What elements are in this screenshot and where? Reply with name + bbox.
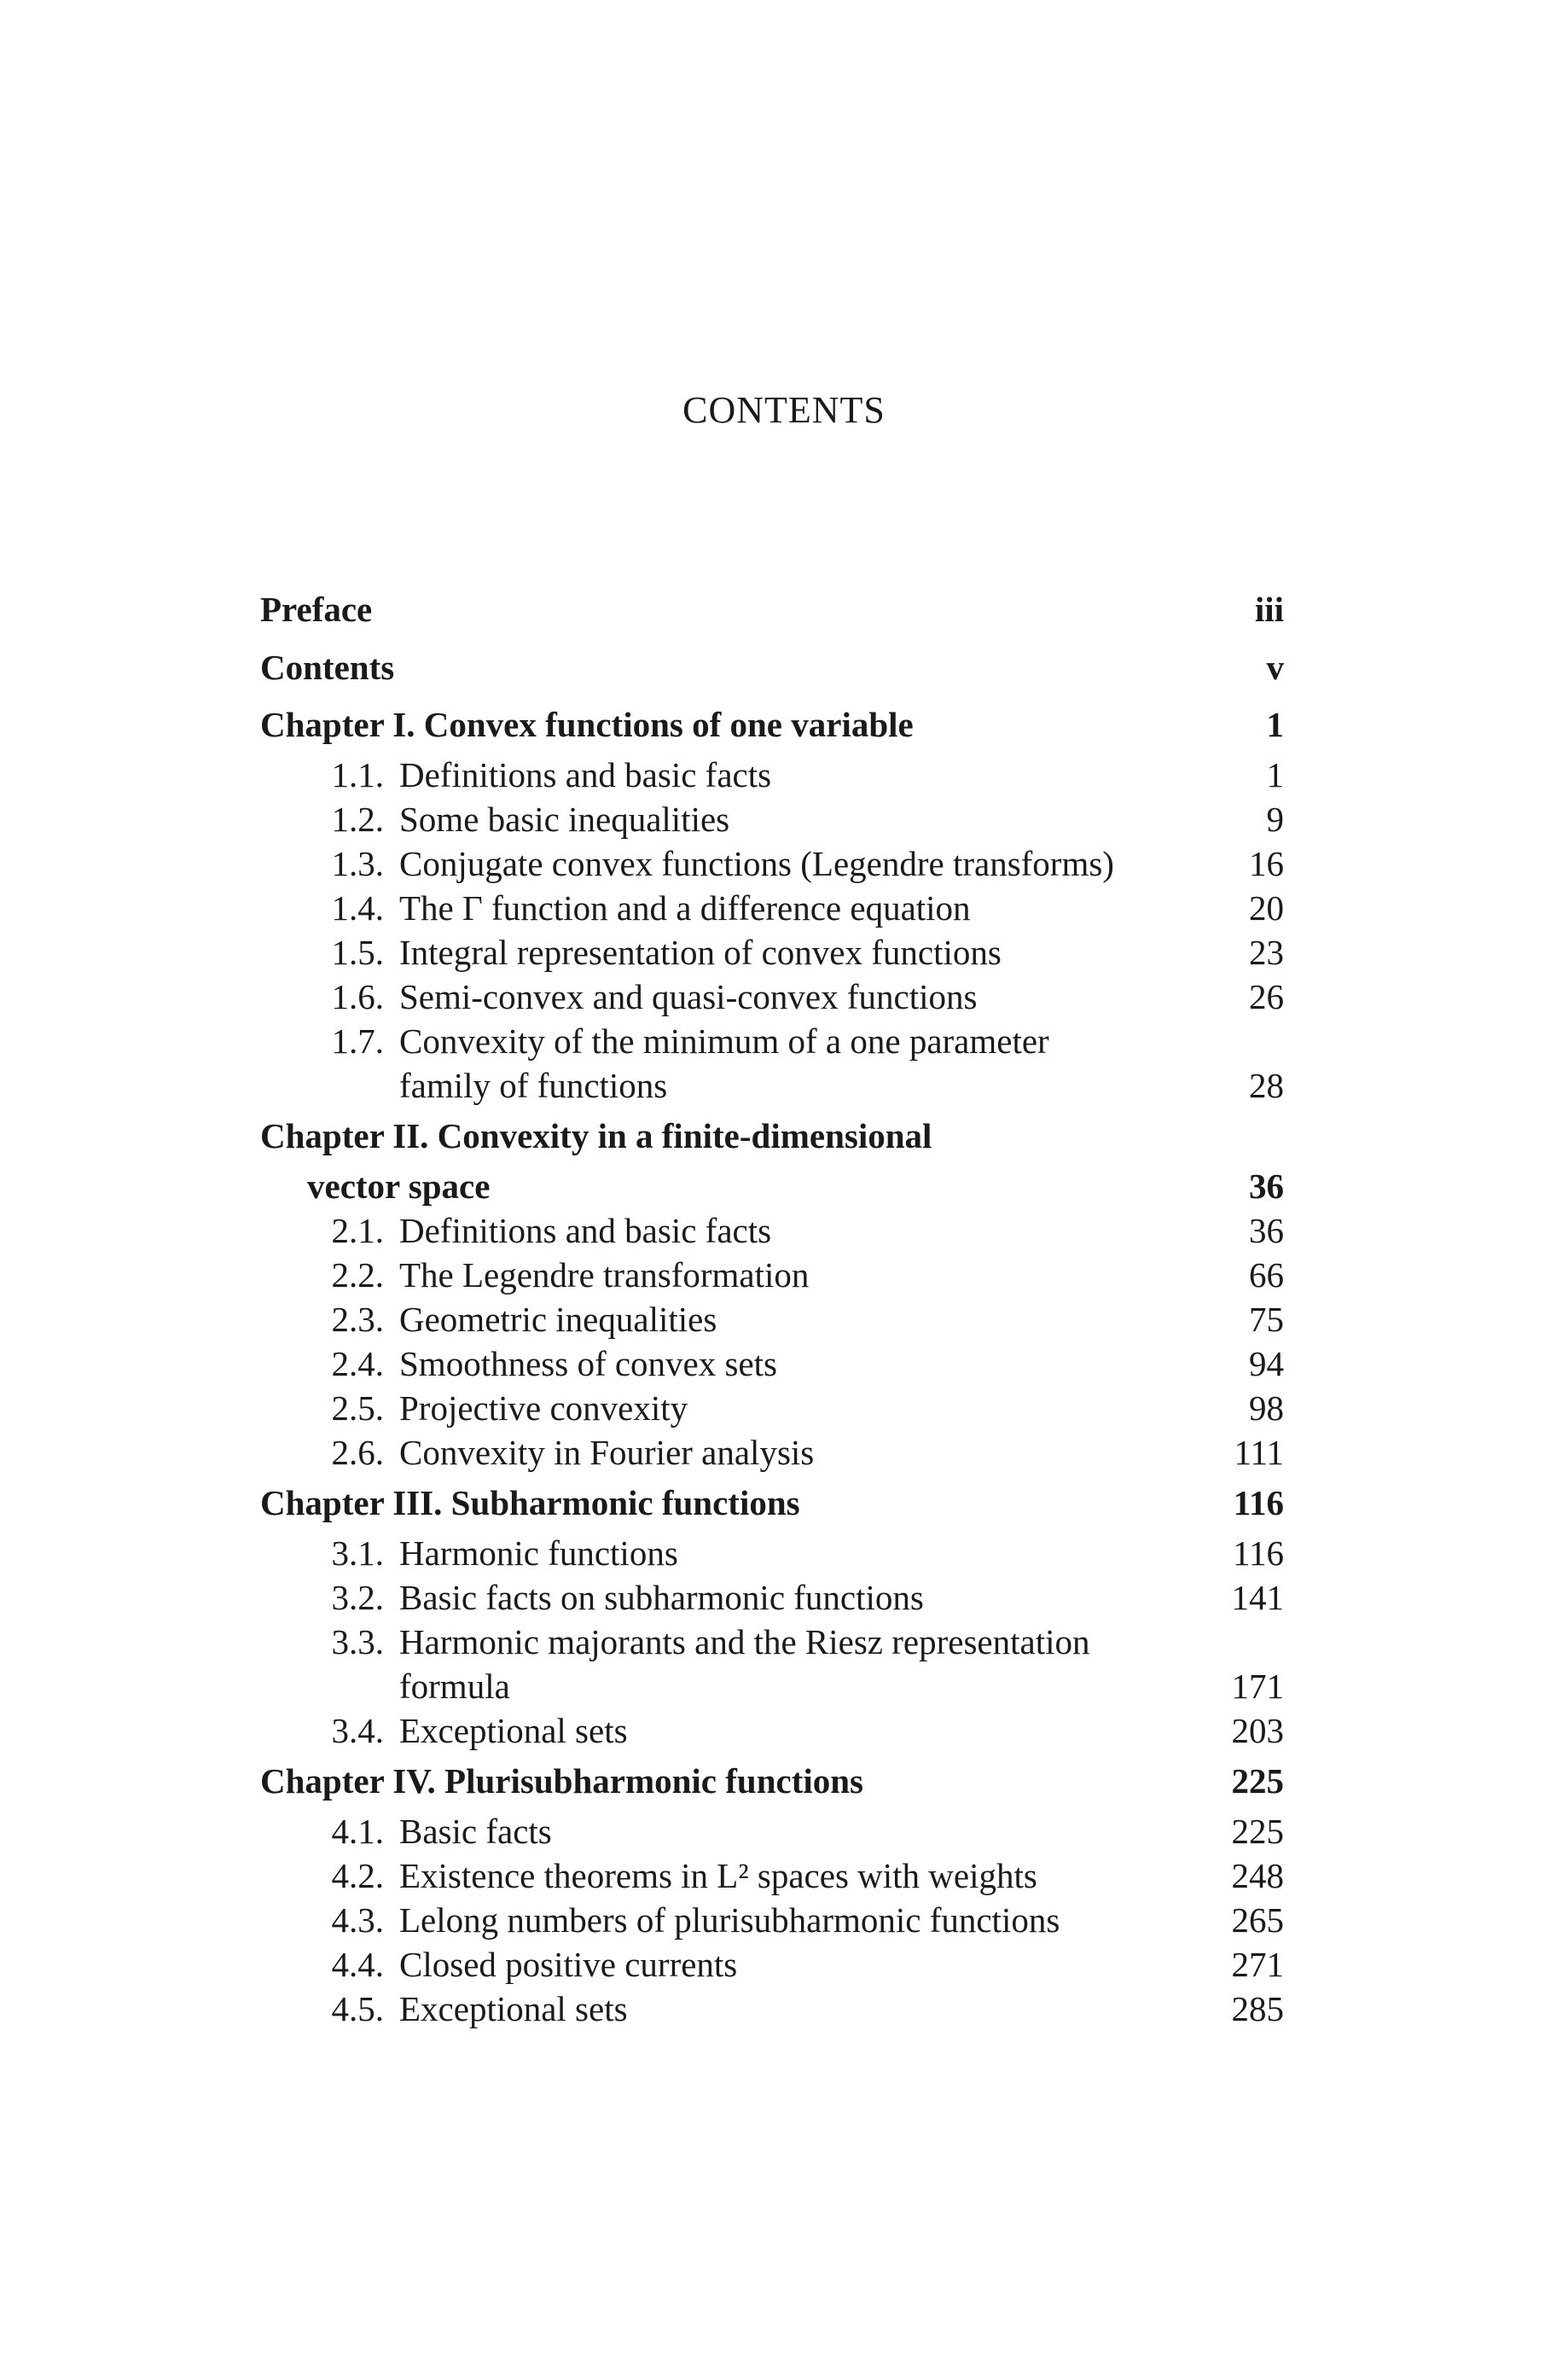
- section-title: Definitions and basic facts: [399, 1211, 772, 1250]
- section-number: 4.2.: [331, 1856, 384, 1895]
- chapter-3: [260, 1475, 1284, 1753]
- chapter-title-continued: vector space: [307, 1167, 491, 1206]
- section-title: Exceptional sets: [399, 1989, 628, 2028]
- entry-title: Contents: [260, 648, 395, 687]
- section-title: The Γ function and a difference equation: [399, 888, 971, 928]
- table-of-contents: [260, 580, 1284, 2031]
- toc-section[interactable]: [260, 1809, 1284, 1853]
- entry-page: v: [1266, 648, 1284, 687]
- toc-section[interactable]: [260, 1386, 1284, 1430]
- toc-section[interactable]: [260, 1430, 1284, 1475]
- section-number: 1.5.: [331, 933, 384, 972]
- toc-section[interactable]: [260, 1253, 1284, 1297]
- section-page: 171: [1231, 1667, 1284, 1706]
- entry-page: iii: [1254, 590, 1284, 629]
- chapter-page: 36: [1249, 1167, 1284, 1206]
- section-page: 141: [1231, 1578, 1284, 1617]
- toc-section[interactable]: [260, 1575, 1284, 1620]
- chapter-2: [260, 1108, 1284, 1475]
- section-page: 271: [1231, 1945, 1284, 1984]
- section-title: Harmonic functions: [399, 1533, 678, 1573]
- section-page: 23: [1249, 933, 1284, 972]
- section-page: 248: [1231, 1856, 1284, 1895]
- chapter-title: Chapter I. Convex functions of one variable: [260, 705, 914, 744]
- section-page: 111: [1234, 1433, 1284, 1472]
- toc-section[interactable]: [260, 1853, 1284, 1898]
- section-title: Projective convexity: [399, 1388, 688, 1428]
- section-title: Lelong numbers of plurisubharmonic functions: [399, 1900, 1060, 1940]
- toc-section[interactable]: [260, 1341, 1284, 1386]
- toc-section[interactable]: [260, 1708, 1284, 1753]
- section-number: 1.4.: [331, 888, 384, 928]
- entry-title: Preface: [260, 590, 373, 629]
- section-number: 1.3.: [331, 844, 384, 883]
- toc-section[interactable]: [260, 1531, 1284, 1575]
- toc-section[interactable]: [260, 1942, 1284, 1987]
- section-title: The Legendre transformation: [399, 1255, 810, 1295]
- toc-section[interactable]: [260, 1297, 1284, 1341]
- chapter-4: [260, 1753, 1284, 2031]
- section-number: 3.4.: [331, 1711, 384, 1750]
- section-page: 203: [1231, 1711, 1284, 1750]
- section-title: Smoothness of convex sets: [399, 1344, 777, 1383]
- toc-section[interactable]: [260, 1898, 1284, 1942]
- section-title: Semi-convex and quasi-convex functions: [399, 977, 978, 1016]
- section-page: 285: [1231, 1989, 1284, 2028]
- chapter-heading[interactable]: [260, 1108, 1284, 1164]
- section-title-continued: formula: [399, 1667, 510, 1706]
- section-number: 4.3.: [331, 1900, 384, 1940]
- section-number: 2.4.: [331, 1344, 384, 1383]
- section-page: 225: [1231, 1812, 1284, 1851]
- chapter-heading[interactable]: [260, 1753, 1284, 1809]
- toc-section[interactable]: [260, 1208, 1284, 1253]
- section-page: 1: [1266, 755, 1284, 794]
- section-page: 20: [1249, 888, 1284, 928]
- section-title: Some basic inequalities: [399, 800, 730, 839]
- toc-section-continuation[interactable]: [260, 1063, 1284, 1108]
- section-page: 265: [1231, 1900, 1284, 1940]
- section-number: 2.1.: [331, 1211, 384, 1250]
- section-number: 3.3.: [331, 1622, 384, 1661]
- toc-section[interactable]: [260, 975, 1284, 1019]
- section-number: 1.1.: [331, 755, 384, 794]
- section-number: 2.5.: [331, 1388, 384, 1428]
- section-number: 2.3.: [331, 1300, 384, 1339]
- chapter-heading-continued[interactable]: [260, 1164, 1284, 1208]
- section-title: Convexity of the minimum of a one parameter: [399, 1021, 1049, 1061]
- chapter-heading[interactable]: [260, 1475, 1284, 1531]
- section-number: 3.2.: [331, 1578, 384, 1617]
- section-page: 66: [1249, 1255, 1284, 1295]
- section-title: Basic facts: [399, 1812, 552, 1851]
- toc-section[interactable]: [260, 841, 1284, 886]
- section-page: 75: [1249, 1300, 1284, 1339]
- section-title: Closed positive currents: [399, 1945, 738, 1984]
- section-title: Existence theorems in L² spaces with weights: [399, 1856, 1037, 1895]
- section-number: 1.6.: [331, 977, 384, 1016]
- section-number: 3.1.: [331, 1533, 384, 1573]
- section-page: 26: [1249, 977, 1284, 1016]
- section-page: 116: [1233, 1533, 1284, 1573]
- page-title: CONTENTS: [682, 389, 886, 431]
- toc-section[interactable]: [260, 930, 1284, 975]
- toc-section[interactable]: [260, 797, 1284, 841]
- toc-section[interactable]: [260, 1987, 1284, 2031]
- section-page: 98: [1249, 1388, 1284, 1428]
- toc-section[interactable]: [260, 1620, 1284, 1664]
- chapter-title: Chapter III. Subharmonic functions: [260, 1483, 800, 1522]
- chapter-1: [260, 696, 1284, 1108]
- section-page: 94: [1249, 1344, 1284, 1383]
- toc-section[interactable]: [260, 1019, 1284, 1063]
- chapter-page: 116: [1233, 1483, 1284, 1522]
- section-title: Harmonic majorants and the Riesz representation: [399, 1622, 1090, 1661]
- toc-section[interactable]: [260, 753, 1284, 797]
- toc-section-continuation[interactable]: [260, 1664, 1284, 1708]
- toc-section[interactable]: [260, 886, 1284, 930]
- section-number: 4.5.: [331, 1989, 384, 2028]
- chapter-page: 225: [1231, 1761, 1284, 1801]
- section-number: 4.4.: [331, 1945, 384, 1984]
- section-title: Conjugate convex functions (Legendre transforms): [399, 844, 1114, 883]
- section-page: 28: [1249, 1066, 1284, 1105]
- chapter-title: Chapter II. Convexity in a finite-dimensional: [260, 1116, 932, 1155]
- toc-entry-preface[interactable]: [260, 580, 1284, 638]
- section-number: 1.2.: [331, 800, 384, 839]
- section-number: 1.7.: [331, 1021, 384, 1061]
- section-title: Exceptional sets: [399, 1711, 628, 1750]
- section-page: 16: [1249, 844, 1284, 883]
- section-title: Integral representation of convex functions: [399, 933, 1002, 972]
- section-number: 2.6.: [331, 1433, 384, 1472]
- section-number: 2.2.: [331, 1255, 384, 1295]
- section-title: Geometric inequalities: [399, 1300, 717, 1339]
- section-number: 4.1.: [331, 1812, 384, 1851]
- section-title: Basic facts on subharmonic functions: [399, 1578, 924, 1617]
- chapter-page: 1: [1266, 705, 1284, 744]
- section-title-continued: family of functions: [399, 1066, 668, 1105]
- chapter-heading[interactable]: [260, 696, 1284, 753]
- section-title: Convexity in Fourier analysis: [399, 1433, 815, 1472]
- section-page: 9: [1266, 800, 1284, 839]
- chapter-title: Chapter IV. Plurisubharmonic functions: [260, 1761, 863, 1801]
- section-title: Definitions and basic facts: [399, 755, 772, 794]
- toc-entry-contents[interactable]: [260, 638, 1284, 696]
- section-page: 36: [1249, 1211, 1284, 1250]
